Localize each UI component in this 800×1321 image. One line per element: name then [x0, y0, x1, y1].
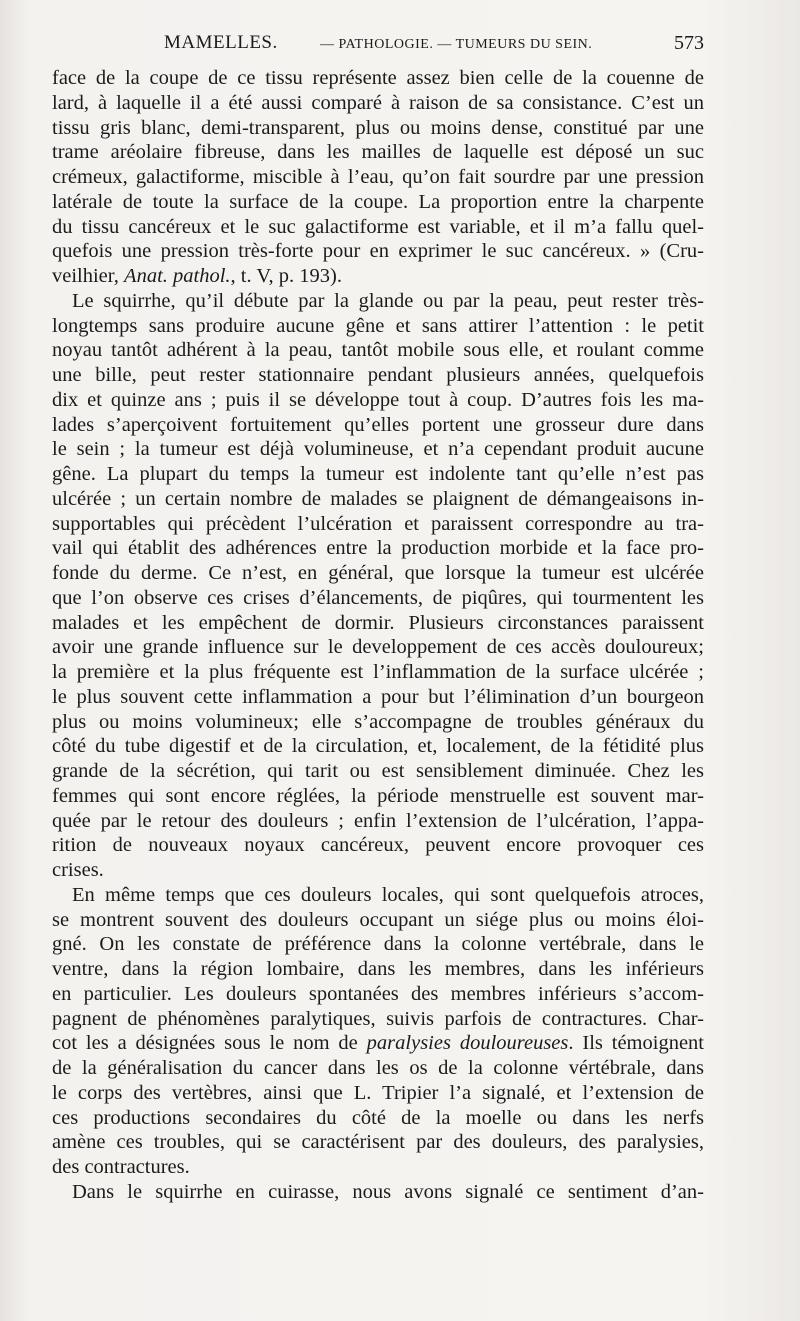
text-line: ces productions secondaires du côté de la moelle ou dans les nerfs	[52, 1106, 704, 1129]
text-line: pagnent de phénomènes paralytiques, suivis parfois de contractures. Char-	[52, 1007, 704, 1030]
text-line: quée par le retour des douleurs ; enfin l’extension de l’ulcération, l’appa-	[52, 809, 704, 832]
text-line: amène ces troubles, qui se caractérisent par des douleurs, des paralysies,	[52, 1131, 704, 1154]
text-line: dix et quinze ans ; puis il se développe tout à coup. D’autres fois les ma-	[52, 388, 704, 411]
text-line: vail qui établit des adhérences entre la production morbide et la face pro-	[52, 537, 704, 560]
text-segment: , t. V, p. 193).	[230, 265, 342, 287]
text-line: se montrent souvent des douleurs occupant un siége plus ou moins éloi-	[52, 908, 704, 931]
text-segment: cot les a désignées sous le nom de	[52, 1032, 367, 1055]
text-line: gné. On les constate de préférence dans la colonne vertébrale, dans le	[52, 933, 704, 956]
text-line: quefois une pression très-forte pour en exprimer le suc cancéreux. » (Cru-	[52, 240, 704, 263]
text-line: crises.	[52, 859, 104, 881]
italic-text: paralysies douloureuses	[366, 1032, 569, 1055]
text-line: en particulier. Les douleurs spontanées des membres inférieurs s’accom-	[52, 982, 704, 1005]
text-line: latérale de toute la surface de la coupe. La proportion entre la charpente	[52, 190, 704, 213]
text-line: noyau tantôt adhérent à la peau, tantôt mobile sous elle, et roulant comme	[52, 339, 704, 362]
text-line: plus ou moins volumineux; elle s’accompagne de troubles généraux du	[52, 710, 704, 733]
text-line: Le squirrhe, qu’il débute par la glande ou par la peau, peut rester très-	[72, 289, 704, 312]
text-line: longtemps sans produire aucune gêne et sans attirer l’attention : le petit	[52, 314, 704, 337]
text-line: que l’on observe ces crises d’élancements, de piqûres, qui tourmentent les	[52, 586, 704, 609]
text-line: crémeux, galactiforme, miscible à l’eau, qu’on fait sourdre par une pression	[52, 166, 704, 188]
text-line: la première et la plus fréquente est l’inflammation de la surface ulcérée ;	[52, 661, 704, 683]
text-line: face de la coupe de ce tissu représente assez bien celle de la couenne de	[52, 67, 704, 89]
body-text	[52, 66, 704, 1205]
text-line: tissu gris blanc, demi-transparent, plus ou moins dense, constitué par une	[52, 116, 704, 139]
text-line: lades s’aperçoivent fortuitement qu’elles portent une grosseur dure dans	[52, 413, 704, 436]
header-title: MAMELLES.	[164, 32, 278, 53]
text-line: ulcérée ; un certain nombre de malades se plaignent de démangeaisons in-	[52, 487, 704, 510]
text-line: trame aréolaire fibreuse, dans les mailles de laquelle est déposé un suc	[52, 141, 704, 164]
text-line: le corps des vertèbres, ainsi que L. Tripier l’a signalé, et l’extension de	[52, 1081, 704, 1104]
text-segment: . Ils témoignent	[568, 1032, 704, 1055]
text-line: femmes qui sont encore réglées, la période menstruelle est souvent mar-	[52, 784, 704, 807]
text-line: une bille, peut rester stationnaire pendant plusieurs années, quelquefois	[52, 364, 704, 386]
text-line: supportables qui précèdent l’ulcération et paraissent correspondre au tra-	[52, 512, 704, 535]
running-header	[52, 30, 704, 58]
text-line: côté du tube digestif et de la circulation, et, localement, de la fétidité plus	[52, 735, 704, 758]
text-line: Dans le squirrhe en cuirasse, nous avons signalé ce sentiment d’an-	[72, 1180, 704, 1203]
text-line: des contractures.	[52, 1156, 190, 1178]
text-segment: veilhier,	[52, 265, 125, 287]
text-line: grande de la sécrétion, qui tarit ou est sensiblement diminuée. Chez les	[52, 760, 704, 782]
header-section: — PATHOLOGIE. — TUMEURS DU SEIN.	[320, 37, 593, 52]
text-line: le sein ; la tumeur est déjà volumineuse, et n’a cependant produit aucune	[52, 438, 704, 461]
italic-text: Anat. pathol.	[124, 265, 231, 287]
text-line: rition de nouveaux noyaux cancéreux, peuvent encore provoquer ces	[52, 834, 704, 857]
text-line: ventre, dans la région lombaire, dans les membres, dans les inférieurs	[52, 958, 704, 980]
text-line: En même temps que ces douleurs locales, qui sont quelquefois atroces,	[72, 883, 704, 906]
text-line: gêne. La plupart du temps la tumeur est indolente tant qu’elle n’est pas	[52, 463, 704, 485]
text-line: du tissu cancéreux et le suc galactiforme est variable, et il m’a fallu quel-	[52, 215, 704, 238]
text-line: fonde du derme. Ce n’est, en général, que lorsque la tumeur est ulcérée	[52, 562, 704, 584]
text-line: lard, à laquelle il a été aussi comparé à raison de sa consistance. C’est un	[52, 91, 704, 114]
text-line: le plus souvent cette inflammation a pour but l’élimination d’un bourgeon	[52, 685, 704, 708]
text-line: de la généralisation du cancer dans les os de la colonne vértébrale, dans	[52, 1057, 704, 1079]
text-line: avoir une grande influence sur le developpement de ces accès douloureux;	[52, 636, 704, 659]
text-line: malades et les empêchent de dormir. Plusieurs circonstances paraissent	[52, 611, 704, 634]
text-line	[52, 264, 704, 289]
text-line	[52, 1031, 704, 1056]
page-number: 573	[674, 32, 704, 54]
